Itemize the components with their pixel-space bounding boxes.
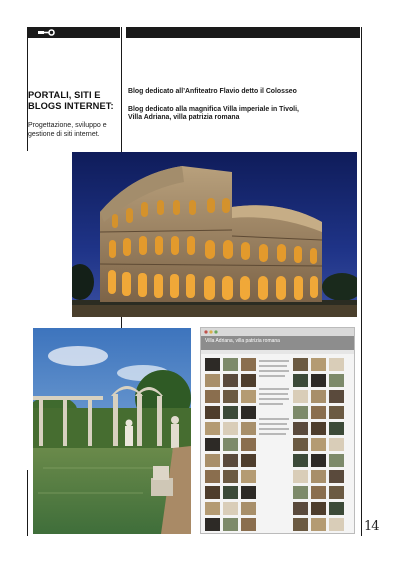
page-number: 14	[364, 519, 379, 534]
website-screenshot	[200, 327, 355, 534]
section-description	[28, 122, 120, 139]
header-bar-right	[126, 27, 360, 38]
key-icon	[27, 27, 120, 38]
website-title: Villa Adriana, villa patrizia romana	[205, 338, 280, 344]
section-description-line: gestione di siti internet.	[28, 130, 100, 138]
frame-line-bottom-left	[27, 470, 28, 536]
frame-line-right	[361, 27, 362, 536]
section-title-line: PORTALI, SITI E	[28, 90, 101, 100]
blog-colosseo-text: Blog dedicato all’Anfiteatro Flavio detto il Colosseo	[128, 88, 297, 95]
frame-line-middle	[121, 27, 122, 152]
blog-colosseo-link[interactable]	[128, 88, 358, 96]
villa-adriana-photo	[33, 328, 191, 534]
section-title-line: BLOGS INTERNET:	[28, 100, 114, 111]
blog-villa-adriana-text-1: Blog dedicato alla magnifica Villa imperiale in Tivoli,	[128, 106, 299, 113]
colosseum-photo	[72, 152, 357, 317]
blog-villa-adriana-text-2: Villa Adriana, villa patrizia romana	[128, 114, 240, 122]
header-bar-left	[27, 27, 120, 38]
section-description-line: Progettazione, sviluppo e	[28, 122, 107, 129]
section-title	[28, 90, 120, 111]
blog-villa-adriana-link[interactable]	[128, 106, 358, 123]
